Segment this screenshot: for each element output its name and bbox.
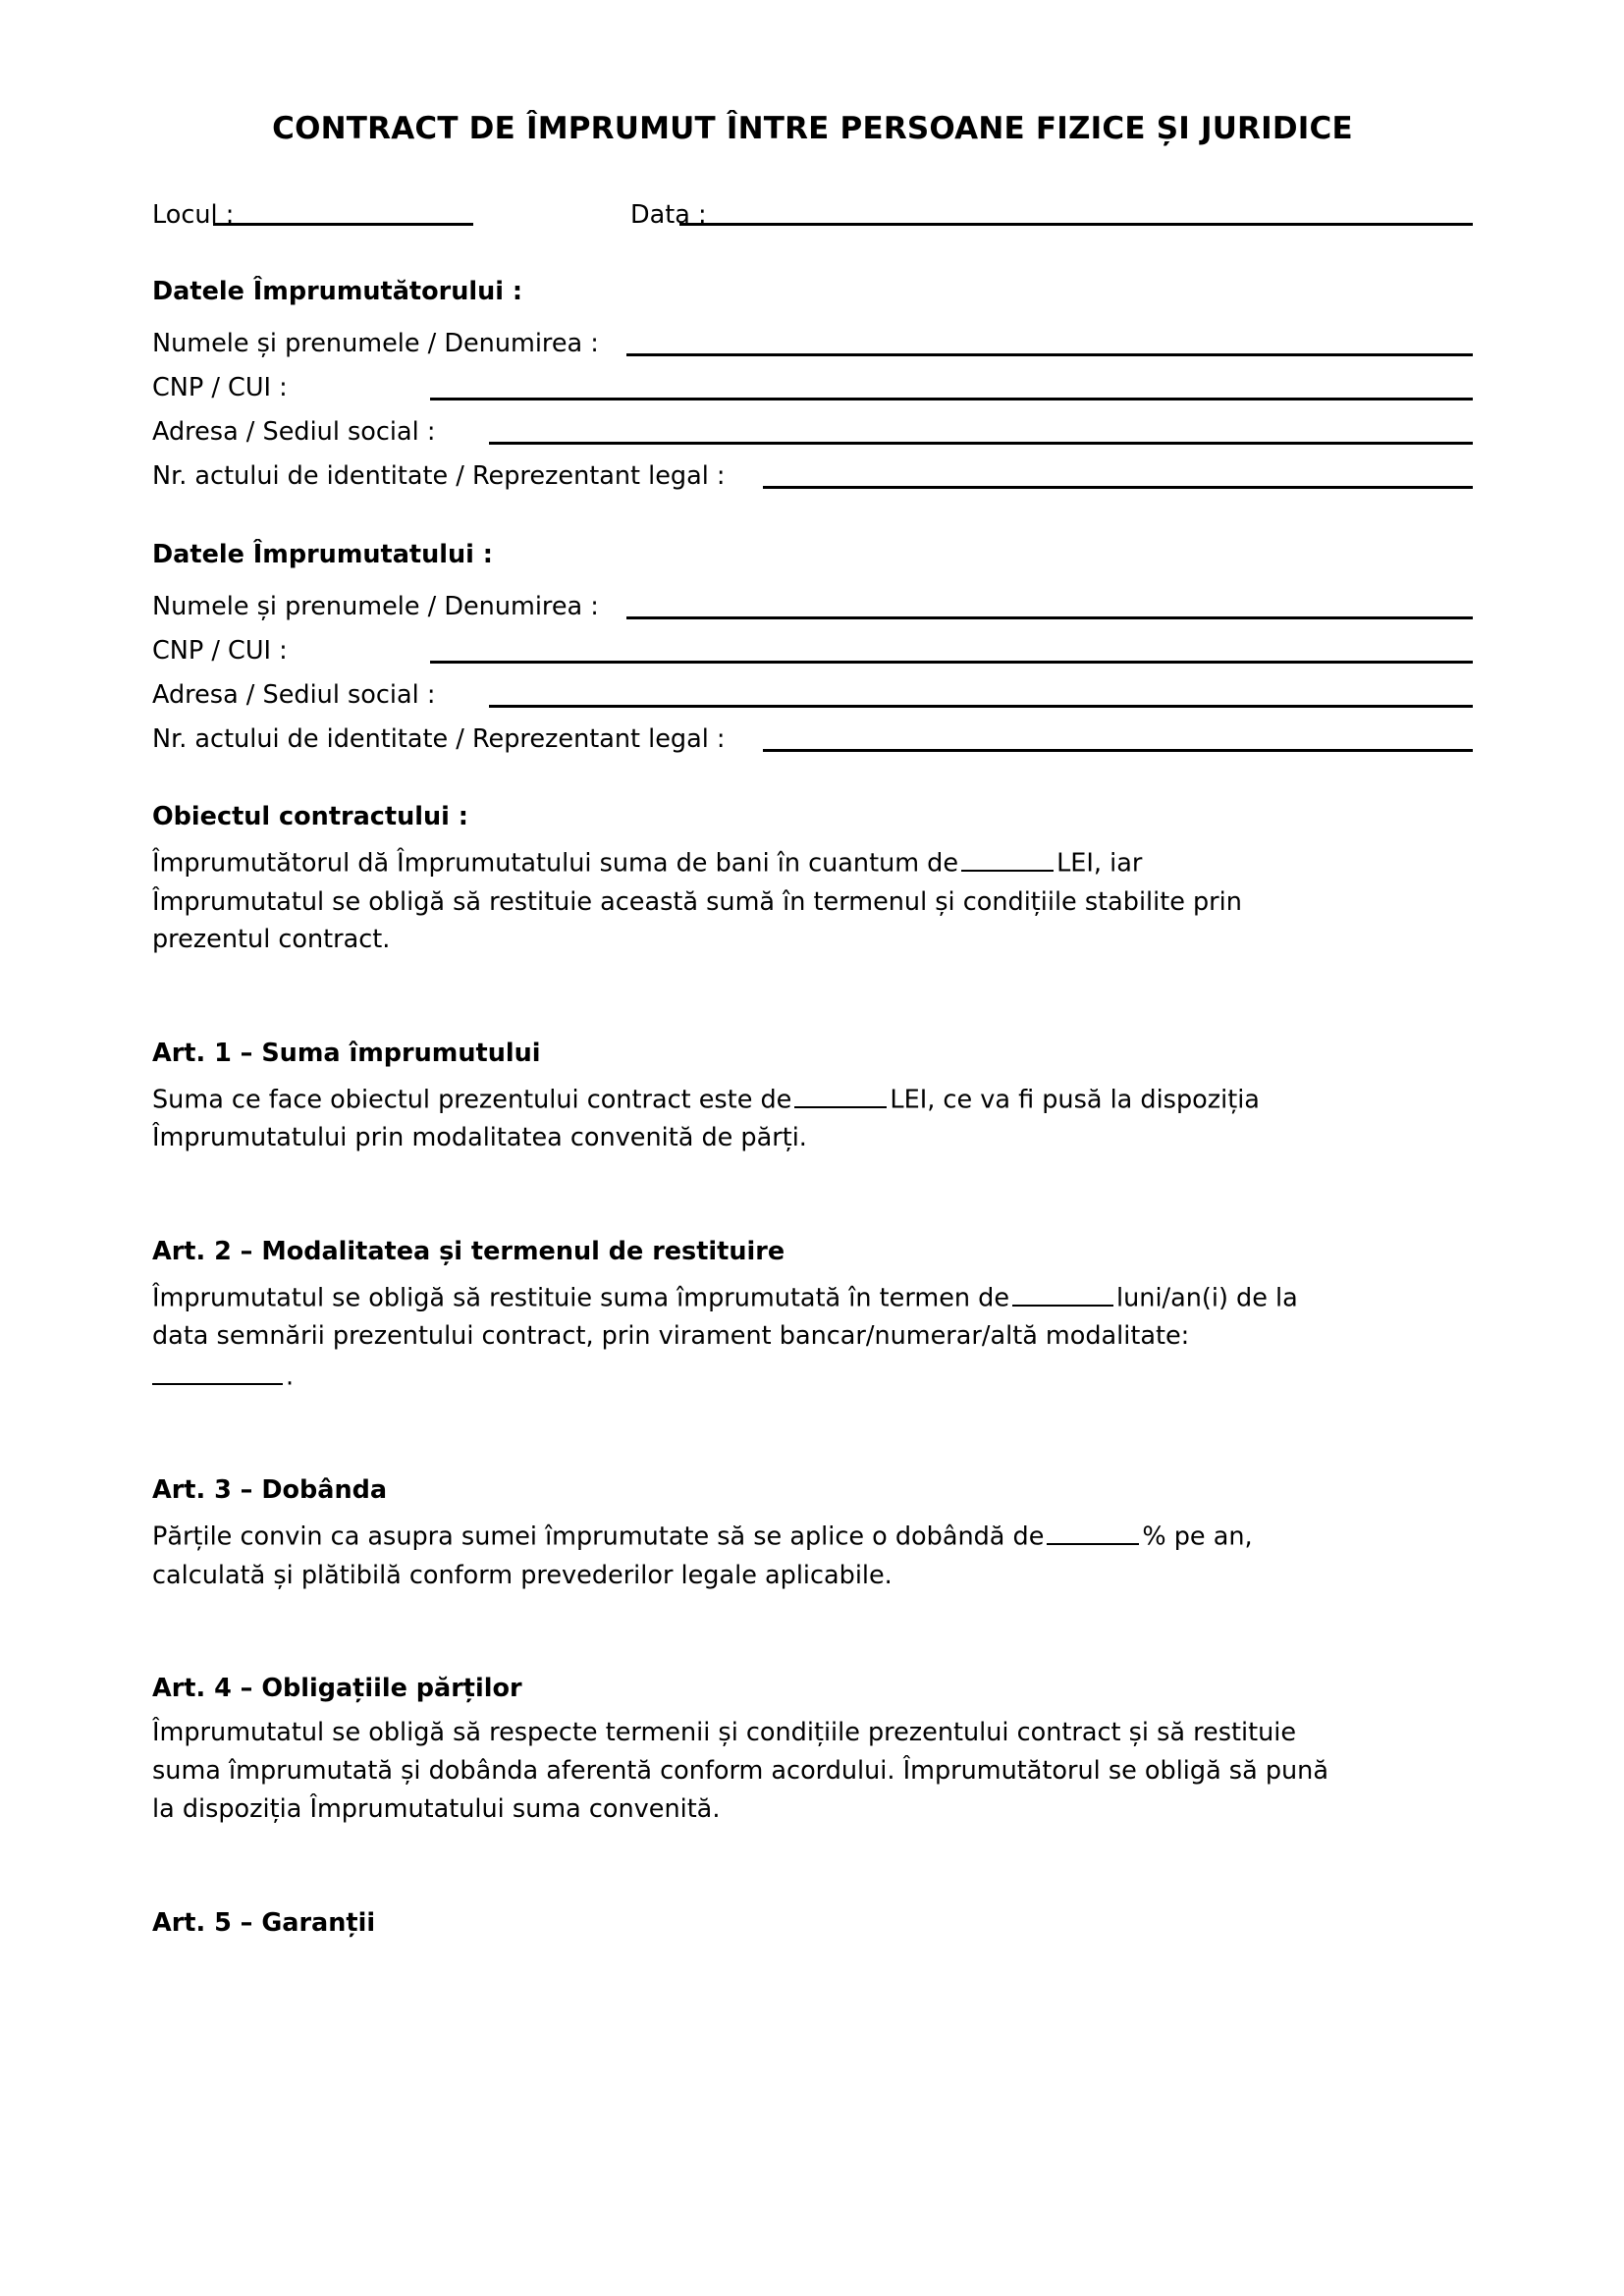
date-input-rule[interactable] <box>679 223 1473 226</box>
article-2-line-1-before: Împrumutatul se obligă să restituie suma împrumutată în termen de <box>152 1283 1010 1313</box>
article-2-line-3-after: . <box>286 1362 295 1392</box>
article-3-heading: Art. 3 – Dobânda <box>152 1475 388 1506</box>
lender-cnp-label: CNP / CUI : <box>152 372 288 402</box>
page-title: CONTRACT DE ÎMPRUMUT ÎNTRE PERSOANE FIZICE ȘI JURIDICE <box>272 111 1353 146</box>
borrower-id-row <box>152 712 1473 756</box>
lender-name-label: Numele și prenumele / Denumirea : <box>152 328 599 358</box>
object-paragraph <box>152 842 1473 959</box>
lender-section <box>152 274 1473 493</box>
article-1-line-1-before: Suma ce face obiectul prezentului contract este de <box>152 1085 792 1115</box>
place-date-row <box>152 200 1473 231</box>
article-2-line-1 <box>152 1277 1473 1317</box>
lender-id-label: Nr. actului de identitate / Reprezentant legal : <box>152 460 726 491</box>
object-heading: Obiectul contractului : <box>152 802 468 832</box>
article-1-amount-blank[interactable] <box>794 1079 887 1108</box>
lender-cnp-input-rule[interactable] <box>430 398 1473 400</box>
place-label: Locul : <box>152 199 235 230</box>
article-2-heading: Art. 2 – Modalitatea și termenul de restituire <box>152 1237 785 1267</box>
borrower-name-input-rule[interactable] <box>626 616 1473 619</box>
object-line-1-before: Împrumutătorul dă Împrumutatului suma de bani în cuantum de <box>152 848 959 879</box>
place-input-rule[interactable] <box>213 223 473 226</box>
borrower-address-label: Adresa / Sediul social : <box>152 679 436 710</box>
article-2-line-1-after: luni/an(i) de la <box>1116 1283 1298 1313</box>
object-section <box>152 799 1473 959</box>
article-4-line-1: Împrumutatul se obligă să respecte termenii și condițiile prezentului contract și să restituie <box>152 1718 1297 1748</box>
object-line-1-after: LEI, iar <box>1056 848 1143 879</box>
borrower-heading: Datele Împrumutatului : <box>152 540 493 570</box>
article-3-line-1 <box>152 1516 1473 1556</box>
article-3-rate-blank[interactable] <box>1047 1516 1139 1545</box>
object-line-1 <box>152 842 1473 882</box>
lender-name-row <box>152 316 1473 360</box>
object-amount-blank[interactable] <box>961 842 1054 872</box>
object-line-2: Împrumutatul se obligă să restituie această sumă în termenul și condițiile stabilite prin <box>152 886 1242 917</box>
article-5-heading: Art. 5 – Garanții <box>152 1907 376 1938</box>
article-5-section <box>152 1905 1473 1942</box>
article-2-section <box>152 1234 1473 1396</box>
article-4-section <box>152 1671 1473 1828</box>
article-1-line-1 <box>152 1079 1473 1119</box>
article-2-line-3 <box>152 1356 1473 1396</box>
article-1-section <box>152 1036 1473 1157</box>
article-4-line-2: suma împrumutată și dobânda aferentă conform acordului. Împrumutătorul se obligă să pună <box>152 1756 1328 1787</box>
article-1-line-1-after: LEI, ce va fi pusă la dispoziția <box>890 1085 1260 1115</box>
date-label: Data : <box>630 199 707 230</box>
borrower-name-label: Numele și prenumele / Denumirea : <box>152 591 599 621</box>
article-3-paragraph <box>152 1516 1473 1594</box>
article-3-line-1-after: % pe an, <box>1142 1522 1253 1552</box>
article-2-method-blank[interactable] <box>152 1356 283 1385</box>
borrower-address-input-rule[interactable] <box>489 705 1473 708</box>
borrower-section <box>152 537 1473 756</box>
article-1-heading: Art. 1 – Suma împrumutului <box>152 1039 541 1069</box>
article-3-line-1-before: Părțile convin ca asupra sumei împrumutate să se aplice o dobândă de <box>152 1522 1045 1552</box>
borrower-address-row <box>152 667 1473 712</box>
lender-heading: Datele Împrumutătorului : <box>152 277 523 307</box>
article-4-line-3: la dispoziția Împrumutatului suma convenită. <box>152 1793 721 1824</box>
article-4-heading: Art. 4 – Obligațiile părților <box>152 1674 522 1704</box>
article-1-line-2: Împrumutatului prin modalitatea convenită de părți. <box>152 1123 807 1153</box>
article-2-line-2: data semnării prezentului contract, prin virament bancar/numerar/altă modalitate: <box>152 1321 1190 1352</box>
article-2-term-blank[interactable] <box>1012 1277 1113 1307</box>
borrower-cnp-label: CNP / CUI : <box>152 635 288 666</box>
article-3-line-2: calculată și plătibilă conform prevederilor legale aplicabile. <box>152 1560 893 1590</box>
lender-cnp-row <box>152 360 1473 404</box>
lender-address-label: Adresa / Sediul social : <box>152 416 436 447</box>
lender-address-input-rule[interactable] <box>489 442 1473 445</box>
borrower-name-row <box>152 579 1473 623</box>
article-2-paragraph <box>152 1277 1473 1396</box>
article-4-paragraph <box>152 1714 1473 1828</box>
article-1-paragraph <box>152 1079 1473 1157</box>
lender-address-row <box>152 404 1473 449</box>
article-3-section <box>152 1472 1473 1594</box>
lender-id-row <box>152 449 1473 493</box>
borrower-cnp-input-rule[interactable] <box>430 661 1473 664</box>
object-line-3: prezentul contract. <box>152 925 391 955</box>
borrower-id-input-rule[interactable] <box>763 749 1473 752</box>
lender-name-input-rule[interactable] <box>626 353 1473 356</box>
document-content <box>152 0 1473 1949</box>
borrower-cnp-row <box>152 623 1473 667</box>
borrower-id-label: Nr. actului de identitate / Reprezentant legal : <box>152 723 726 754</box>
lender-id-input-rule[interactable] <box>763 486 1473 489</box>
